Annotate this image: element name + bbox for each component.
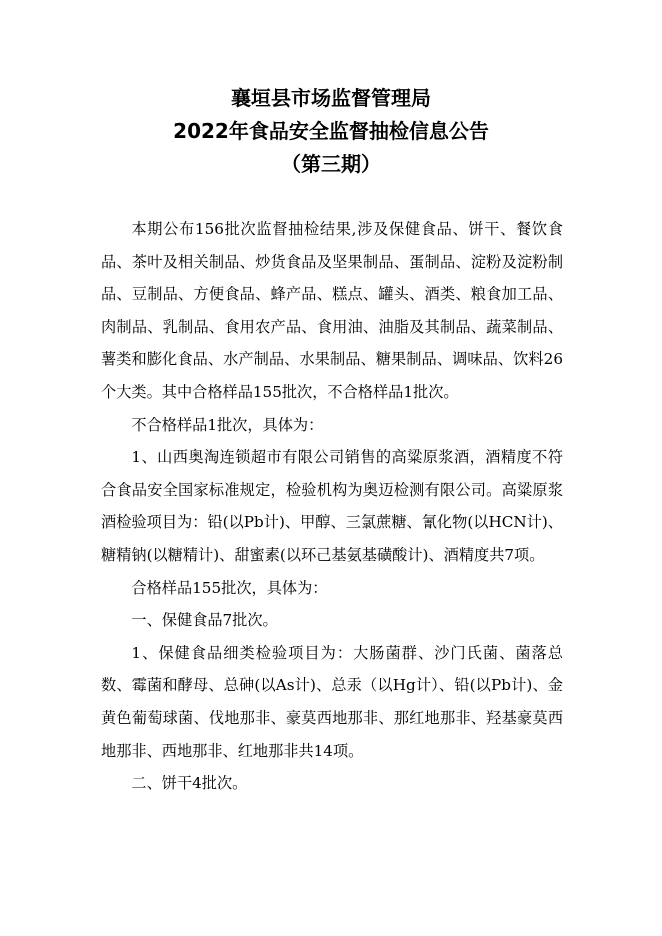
category-detail: 1、保健食品细类检验项目为：大肠菌群、沙门氏菌、菌落总数、霉菌和酵母、总砷(以As计)、总汞（以Hg计）、铅(以Pb计)、金黄色葡萄球菌、伐地那非、豪莫西地那非、那红地那非、羟基豪莫西地那非、西地那非、红地那非共14项。 xyxy=(101,643,563,760)
issue-number: （第三期） xyxy=(281,152,381,176)
qualified-heading: 合格样品155批次，具体为： xyxy=(131,578,328,597)
announcement-title: 2022年食品安全监督抽检信息公告 xyxy=(173,119,489,143)
summary-paragraph: 本期公布156批次监督抽检结果,涉及保健食品、饼干、餐饮食品、茶叶及相关制品、炒货食品及坚果制品、蛋制品、淀粉及淀粉制品、豆制品、方便食品、蜂产品、糕点、罐头、酒类、粮食加工品、肉制品、乳制品、食用农产品、食用油、油脂及其制品、蔬菜制品、薯类和膨化食品、水产制品、水果制品、糖果制品、调味品、饮料26个大类。其中合格样品155批次，不合格样品1批次。 xyxy=(101,220,563,401)
category-heading: 一、保健食品7批次。 xyxy=(131,611,278,630)
unqualified-item: 1、山西奥淘连锁超市有限公司销售的高粱原浆酒，酒精度不符合食品安全国家标准规定，检验机构为奥迈检测有限公司。高粱原浆酒检验项目为：铅(以Pb计)、甲醇、三氯蔗糖、氰化物(以HCN计)、糖精钠(以糖精计)、甜蜜素(以环己基氨基磺酸计)、酒精度共7项。 xyxy=(101,448,563,564)
category-heading: 二、饼干4批次。 xyxy=(131,774,248,793)
issuer-title: 襄垣县市场监督管理局 xyxy=(231,86,431,110)
announcement-body xyxy=(101,213,563,800)
unqualified-heading: 不合格样品1批次，具体为： xyxy=(131,415,324,434)
